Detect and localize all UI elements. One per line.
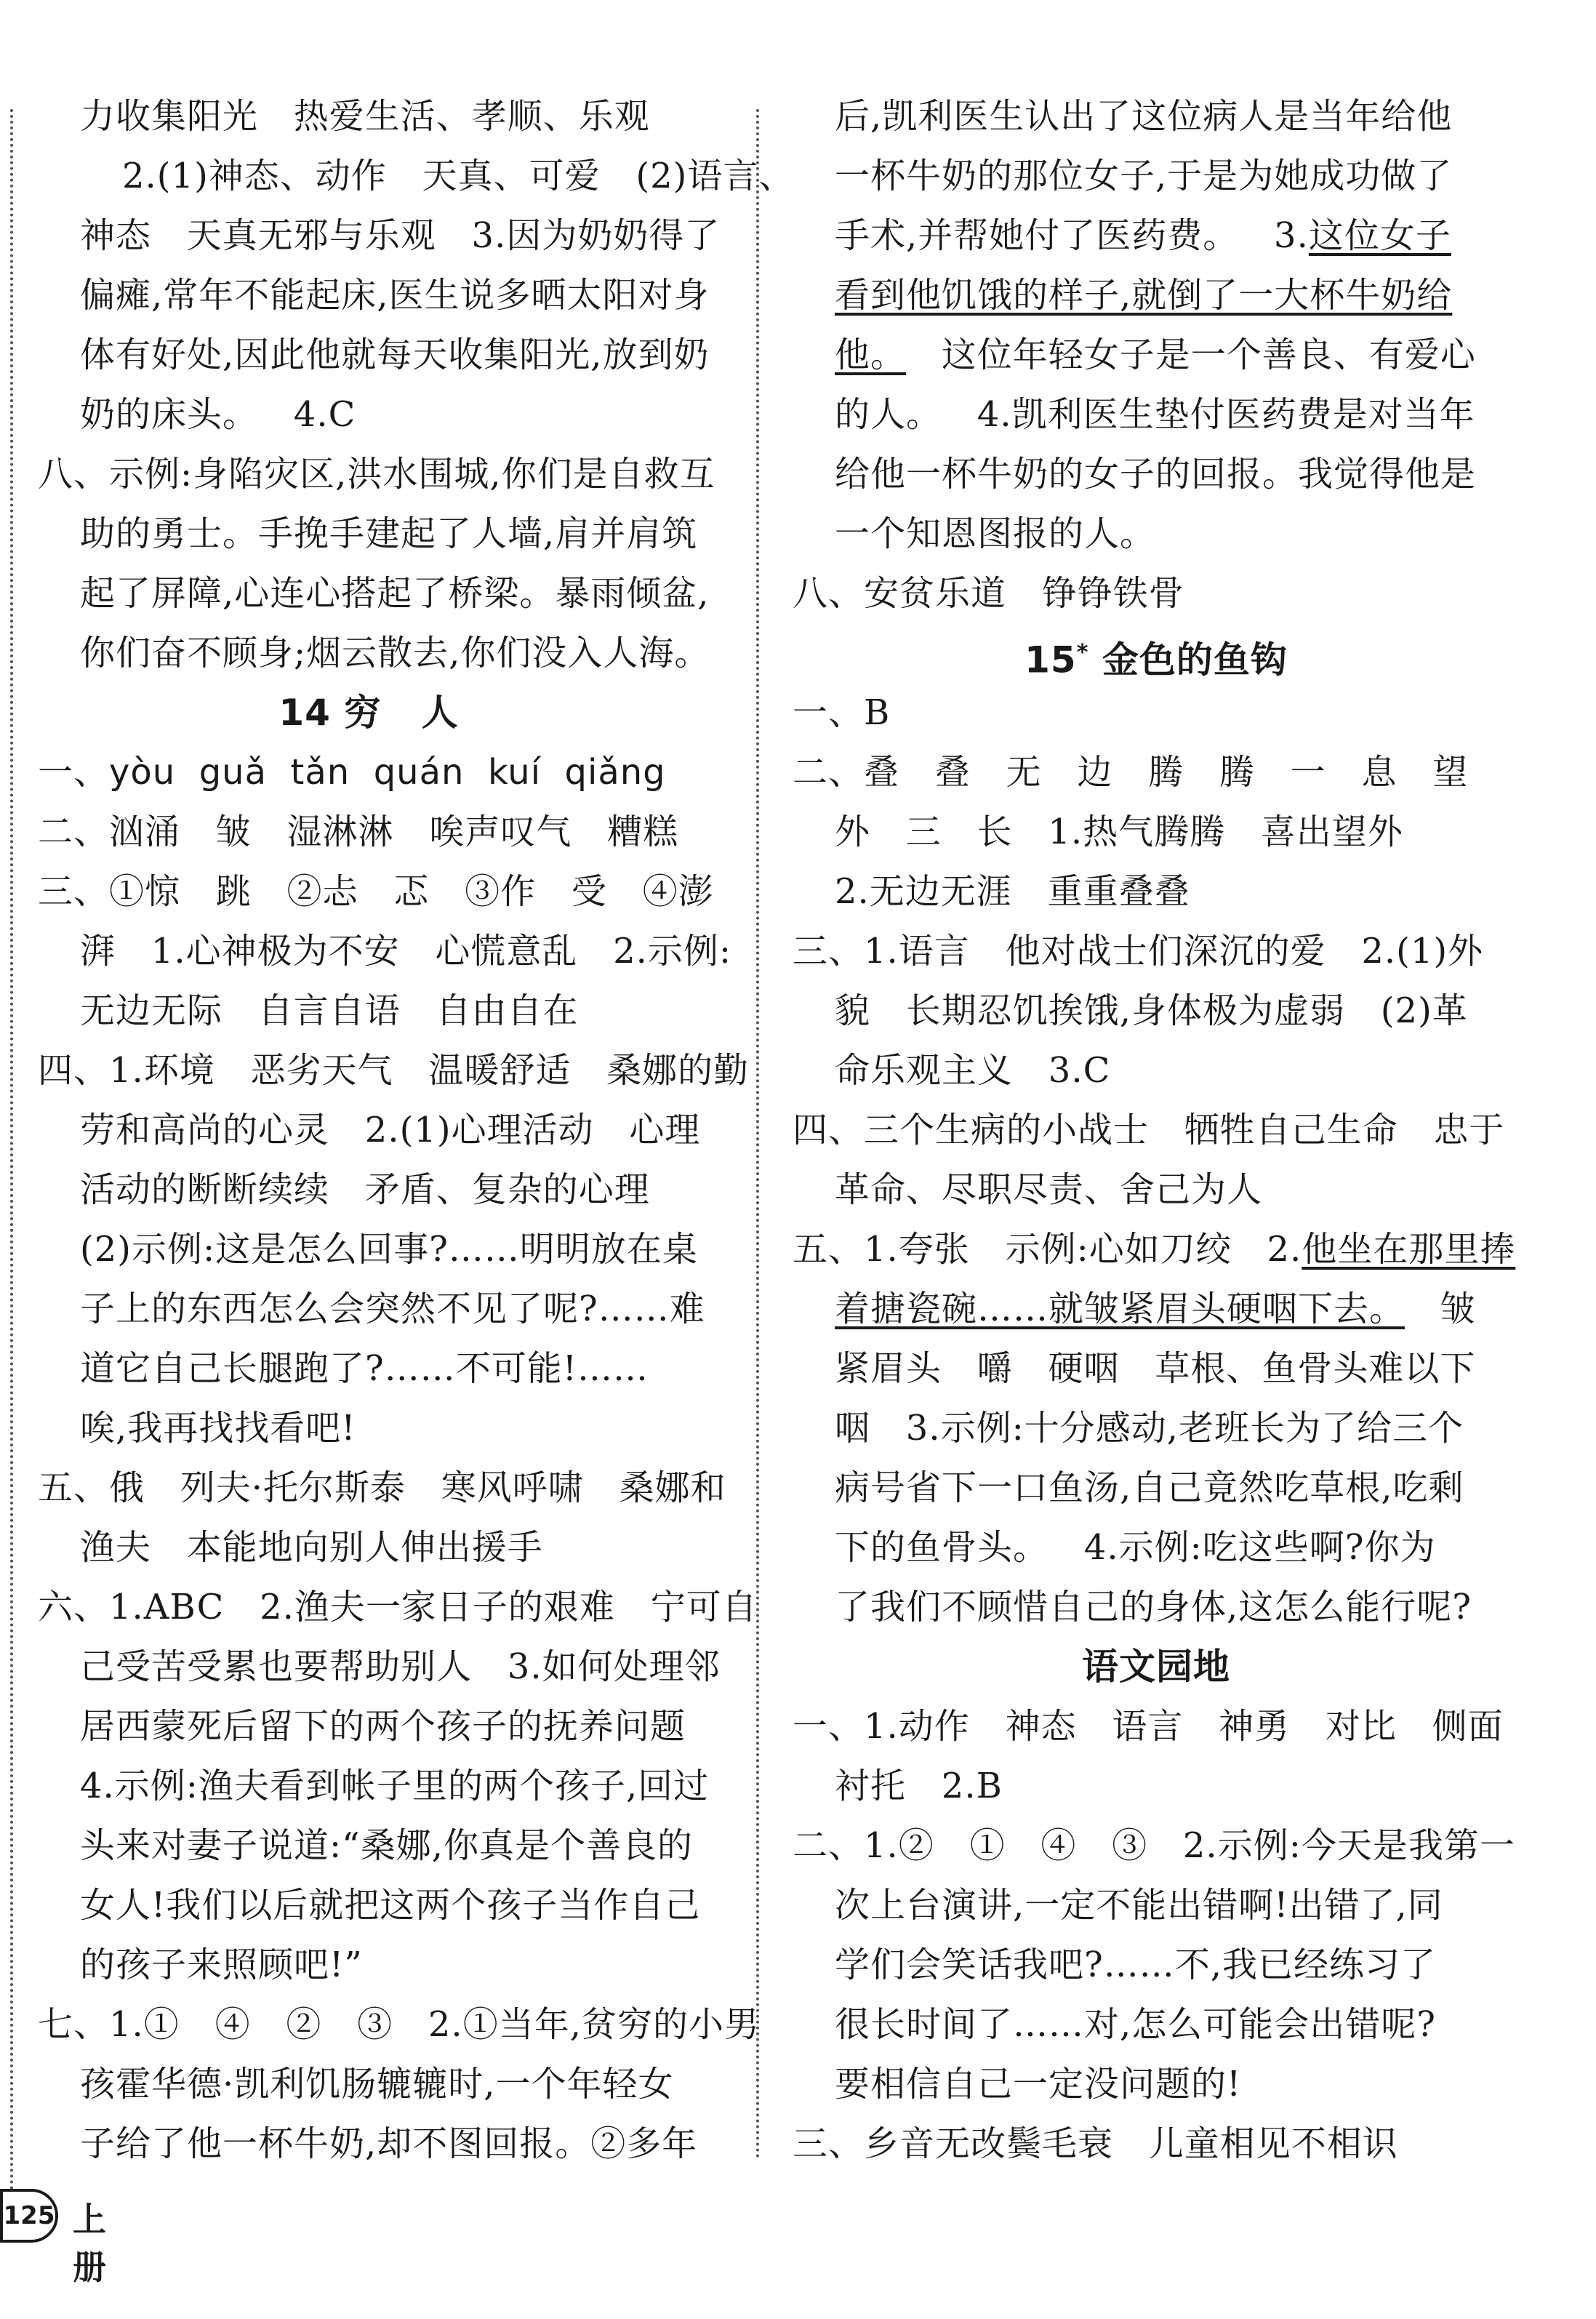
answer-line: 手术,并帮她付了医药费。 3.这位女子 [835,215,1451,256]
answer-line: 头来对妻子说道:“桑娜,你真是个善良的 [80,1825,693,1866]
answer-line: 一、B [793,692,891,733]
answer-line: 给他一杯牛奶的女子的回报。我觉得他是 [835,454,1477,494]
answer-line: 孩霍华德·凯利饥肠辘辘时,一个年轻女 [80,2064,674,2104]
answer-line: 六、1.ABC 2.渔夫一家日子的艰难 宁可自 [38,1587,758,1627]
answer-line: 渔夫 本能地向别人伸出援手 [80,1527,543,1568]
answer-line: 己受苦受累也要帮助别人 3.如何处理邻 [80,1646,721,1687]
underlined-answer: 这位女子 [1308,215,1451,256]
answer-line: 一、yòu guǎ tǎn quán kuí qiǎng [38,752,666,793]
answer-line: 八、安贫乐道 铮铮铁骨 [793,573,1184,614]
answer-line: 次上台演讲,一定不能出错啊!出错了,同 [835,1885,1443,1926]
answer-line: 湃 1.心神极为不安 心慌意乱 2.示例: [80,931,732,972]
answer-line: 活动的断断续续 矛盾、复杂的心理 [80,1169,650,1210]
answer-line: 劳和高尚的心灵 2.(1)心理活动 心理 [80,1110,701,1150]
answer-line: 命乐观主义 3.C [835,1050,1111,1091]
answer-line: 4.示例:渔夫看到帐子里的两个孩子,回过 [80,1766,710,1806]
answer-line: (2)示例:这是怎么回事?……明明放在桌 [80,1229,698,1270]
answer-line: 五、俄 列夫·托尔斯泰 寒风呼啸 桑娜和 [38,1467,726,1508]
answer-line: 着搪瓷碗……就皱紧眉头硬咽下去。 皱 [835,1289,1476,1329]
column-divider [756,109,759,2160]
answer-line: 后,凯利医生认出了这位病人是当年给他 [835,96,1453,137]
underlined-answer: 他。 [835,335,907,375]
page-number: 125 [0,2189,58,2243]
answer-line: 二、汹涌 皱 湿淋淋 唉声叹气 糟糕 [38,812,679,852]
answer-line: 很长时间了……对,怎么可能会出错呢? [835,2004,1436,2045]
answer-line: 外 三 长 1.热气腾腾 喜出望外 [835,812,1403,852]
answer-line: 四、1.环境 恶劣天气 温暖舒适 桑娜的勤 [38,1050,750,1091]
answer-line: 偏瘫,常年不能起床,医生说多晒太阳对身 [80,275,710,316]
answer-line: 子给了他一杯牛奶,却不图回报。②多年 [80,2123,698,2164]
answer-line: 衬托 2.B [835,1766,1003,1806]
answer-line: 八、示例:身陷灾区,洪水围城,你们是自救互 [38,454,715,494]
answer-line: 唉,我再找找看吧! [80,1408,356,1449]
answer-line: 他。 这位年轻女子是一个善良、有爱心 [835,335,1476,375]
answer-line: 下的鱼骨头。 4.示例:吃这些啊?你为 [835,1527,1436,1568]
underlined-answer: 着搪瓷碗……就皱紧眉头硬咽下去。 [835,1289,1405,1329]
answer-line: 道它自己长腿跑了?……不可能!…… [80,1348,649,1389]
answer-line: 起了屏障,心连心搭起了桥梁。暴雨倾盆, [80,573,710,614]
answer-line: 病号省下一口鱼汤,自己竟然吃草根,吃剩 [835,1467,1464,1508]
lesson-title-15: 15* 金色的鱼钩 [1024,638,1288,681]
answer-line: 要相信自己一定没问题的! [835,2064,1242,2104]
answer-line: 四、三个生病的小战士 牺牲自己生命 忠于 [793,1110,1505,1150]
answer-line: 体有好处,因此他就每天收集阳光,放到奶 [80,335,710,375]
answer-line: 学们会笑话我吧?……不,我已经练习了 [835,1944,1436,1985]
binding-dotted-line [10,109,13,2203]
answer-line: 了我们不顾惜自己的身体,这怎么能行呢? [835,1587,1472,1627]
answer-line: 一、1.动作 神态 语言 神勇 对比 侧面 [793,1706,1504,1747]
answer-line: 神态 天真无邪与乐观 3.因为奶奶得了 [80,215,721,256]
answer-line: 二、叠 叠 无 边 腾 腾 一 息 望 [793,752,1469,793]
answer-line: 二、1.② ① ④ ③ 2.示例:今天是我第一 [793,1825,1515,1866]
answer-line: 子上的东西怎么会突然不见了呢?……难 [80,1289,705,1329]
answer-line: 助的勇士。手挽手建起了人墙,肩并肩筑 [80,513,698,554]
answer-line: 三、乡音无改鬓毛衰 儿童相见不相识 [793,2123,1398,2164]
answer-line: 你们奋不顾身;烟云散去,你们没入人海。 [80,633,710,673]
answer-line: 女人!我们以后就把这两个孩子当作自己 [80,1885,701,1926]
answer-line: 的孩子来照顾吧!” [80,1944,363,1985]
answer-line: 一个知恩图报的人。 [835,513,1156,554]
answer-line: 紧眉头 嚼 硬咽 草根、鱼骨头难以下 [835,1348,1476,1389]
lesson-title-14: 14 穷 人 [278,692,459,734]
volume-label: 上册 [73,2200,106,2287]
answer-line: 无边无际 自言自语 自由自在 [80,990,579,1031]
answer-line: 2.无边无涯 重重叠叠 [835,871,1190,912]
answer-line: 奶的床头。 4.C [80,394,356,435]
section-title-yuwen-yuandi: 语文园地 [1082,1646,1230,1688]
underlined-answer: 他坐在那里捧 [1302,1229,1516,1270]
answer-line: 三、①惊 跳 ②忐 忑 ③作 受 ④澎 [38,871,714,912]
answer-line: 2.(1)神态、动作 天真、可爱 (2)语言、 [122,156,795,196]
answer-line: 貌 长期忍饥挨饿,身体极为虚弱 (2)革 [835,990,1468,1031]
answer-line: 五、1.夸张 示例:心如刀绞 2.他坐在那里捧 [793,1229,1516,1270]
answer-line: 居西蒙死后留下的两个孩子的抚养问题 [80,1706,686,1747]
answer-line: 的人。 4.凯利医生垫付医药费是对当年 [835,394,1475,435]
answer-line: 七、1.① ④ ② ③ 2.①当年,贫穷的小男 [38,2004,760,2045]
answer-line: 一杯牛奶的那位女子,于是为她成功做了 [835,156,1453,196]
answer-line: 革命、尽职尽责、舍己为人 [835,1169,1263,1210]
answer-line: 力收集阳光 热爱生活、孝顺、乐观 [80,96,650,137]
answer-line: 咽 3.示例:十分感动,老班长为了给三个 [835,1408,1464,1449]
answer-line: 三、1.语言 他对战士们深沉的爱 2.(1)外 [793,931,1484,972]
underlined-answer: 看到他饥饿的样子,就倒了一大杯牛奶给 [835,275,1453,316]
